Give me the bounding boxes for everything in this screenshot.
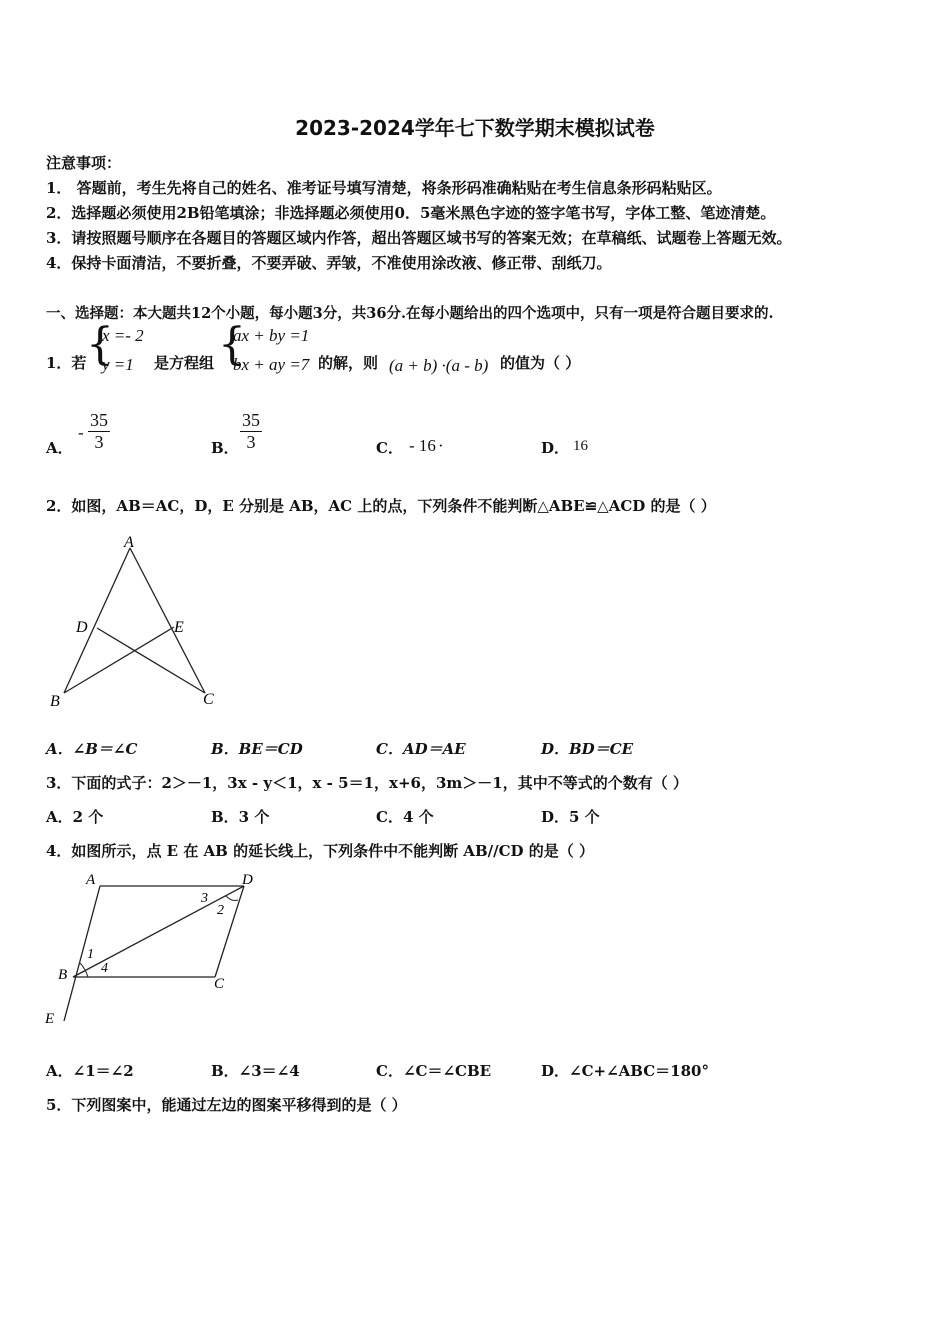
q4-option-b: B．∠3＝∠4 [211,1062,300,1080]
q1-option-a-sign: - [78,423,84,442]
q4-stem: 4．如图所示，点 E 在 AB 的延长线上，下列条件中不能判断 AB//CD 的是（ ） [46,842,594,860]
system2-line1: ax + by =1 [233,326,310,345]
q1-expression: (a + b) ·(a - b) [389,356,489,375]
q4-option-d: D．∠C+∠ABC＝180° [541,1062,709,1080]
notice-item: 2．选择题必须使用2B铅笔填涂；非选择题必须使用0．5毫米黑色字迹的签字笔书写，字体工整、笔迹清楚。 [46,204,776,222]
q1-number: 1．若 [46,354,87,372]
q4-option-c: C．∠C＝∠CBE [376,1062,492,1080]
label-e: E [174,619,184,636]
label-e: E [45,1011,55,1027]
q1-option-c-value: - 16 [409,436,436,455]
q3-option-c: C．4 个 [376,808,434,826]
q4-parallelogram-figure [40,866,270,1031]
q2-option-a: A．∠B＝∠C [46,740,138,758]
q3-option-d: D．5 个 [541,808,600,826]
notice-item: 1． 答题前，考生先将自己的姓名、准考证号填写清楚，将条形码准确粘贴在考生信息条形码粘贴区。 [46,179,722,197]
label-a: A [124,534,134,551]
angle-2-label: 2 [217,903,224,918]
label-c: C [214,976,225,992]
q1-option-a-fraction [88,410,110,453]
notice-heading: 注意事项： [46,154,122,172]
q2-triangle-figure [40,528,240,718]
q2-stem: 2．如图，AB＝AC，D，E 分别是 AB，AC 上的点，下列条件不能判断△ABE≌△ACD 的是（ ） [46,497,716,515]
notice-item: 3．请按照题号顺序在各题目的答题区域内作答，超出答题区域书写的答案无效；在草稿纸、试题卷上答题无效。 [46,229,792,247]
label-d: D [76,619,88,636]
q4-option-a: A．∠1＝∠2 [46,1062,134,1080]
q1-option-b-label: B． [211,439,239,457]
angle-1-label: 1 [87,947,94,962]
q5-stem: 5．下列图案中，能通过左边的图案平移得到的是（ ） [46,1096,407,1114]
brace-2: { [218,319,246,370]
label-b: B [58,967,68,983]
q3-option-a: A．2 个 [46,808,104,826]
fraction-numerator: 35 [90,410,108,430]
label-a: A [86,872,96,888]
q1-option-b-fraction [240,410,262,453]
q2-option-c: C．AD＝AE [376,740,466,758]
q2-option-b: B．BE＝CD [211,740,303,758]
q1-mid: 是方程组 [154,354,215,372]
q3-option-b: B．3 个 [211,808,270,826]
system2-line2: bx + ay =7 [233,355,310,374]
q1-option-c-label: C． [376,439,403,457]
fraction-denominator: 3 [94,432,104,452]
brace-1: { [86,319,114,370]
q1-option-a-label: A． [46,439,73,457]
label-c: C [203,691,214,708]
q1-tail: 的值为（ ） [500,354,581,372]
fraction-denominator: 3 [246,432,256,452]
q1-option-d-label: D． [541,439,570,457]
label-b: B [50,693,60,710]
system1-line2: y =1 [102,355,134,374]
notice-item: 4．保持卡面清洁，不要折叠，不要弄破、弄皱，不准使用涂改液、修正带、刮纸刀。 [46,254,612,272]
q1-after: 的解，则 [318,354,379,372]
page-title: 2023-2024学年七下数学期末模拟试卷 [295,116,655,140]
angle-4-label: 4 [101,961,108,976]
q3-stem: 3．下面的式子：2＞－1，3x - y＜1，x - 5＝1，x+6，3m＞－1，其中不等式的个数有（ ） [46,774,688,792]
system1-line1: x =- 2 [102,326,144,345]
q2-option-d: D．BD＝CE [541,740,634,758]
angle-3-label: 3 [201,891,208,906]
q1-option-d-value: 16 [573,438,588,454]
q1-option-c-dot: · [438,436,444,455]
label-d: D [242,872,253,888]
fraction-numerator: 35 [242,410,260,430]
section-heading: 一、选择题：本大题共12个小题，每小题3分，共36分.在每小题给出的四个选项中，只有一项是符合题目要求的. [46,305,774,322]
